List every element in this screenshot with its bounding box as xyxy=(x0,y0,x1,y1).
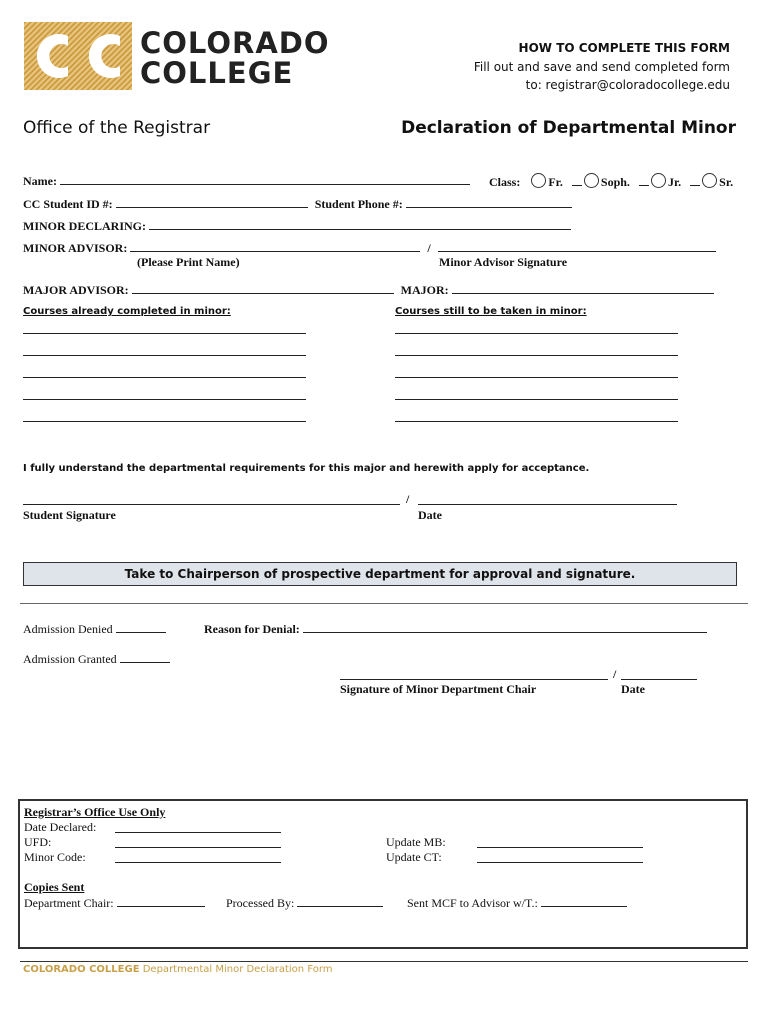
sent-mcf-label: Sent MCF to Advisor w/T.: xyxy=(407,896,538,910)
admission-granted-row xyxy=(23,651,170,667)
admission-denied-field[interactable] xyxy=(116,621,166,633)
minor-advisor-label: MINOR ADVISOR: xyxy=(23,241,128,255)
course-to-take-line-1[interactable] xyxy=(395,333,678,334)
class-soph-label: Soph. xyxy=(600,175,630,189)
ufd-field[interactable] xyxy=(115,847,281,848)
name-field[interactable] xyxy=(60,173,470,185)
acceptance-statement: I fully understand the departmental requirements for this major and herewith apply for acceptance. xyxy=(23,463,590,474)
processed-by-field[interactable] xyxy=(297,895,383,907)
section-divider xyxy=(20,603,748,604)
update-mb-field[interactable] xyxy=(477,847,643,848)
registrar-office-box xyxy=(18,799,748,949)
course-completed-line-3[interactable] xyxy=(23,377,306,378)
date-declared-label: Date Declared: xyxy=(24,820,97,834)
course-to-take-line-5[interactable] xyxy=(395,421,678,422)
minor-advisor-name-field[interactable] xyxy=(130,240,420,252)
student-id-field[interactable] xyxy=(116,196,308,208)
courses-completed-label: Courses already completed in minor: xyxy=(23,306,231,317)
brand-word-college: COLLEGE xyxy=(140,56,294,90)
minor-advisor-row xyxy=(23,240,716,256)
minor-declaring-label: MINOR DECLARING: xyxy=(23,219,146,233)
minor-advisor-signature-field[interactable] xyxy=(438,240,716,252)
signature-slash: / xyxy=(406,492,410,506)
sent-mcf-row xyxy=(407,895,627,911)
footer-text: Departmental Minor Declaration Form xyxy=(142,964,333,975)
student-id-row xyxy=(23,196,572,212)
minor-advisor-slash: / xyxy=(427,241,431,255)
chair-date-label: Date xyxy=(621,682,645,696)
admission-denied-row xyxy=(23,621,166,637)
student-id-label: CC Student ID #: xyxy=(23,197,113,211)
minor-declaring-field[interactable] xyxy=(149,218,571,230)
course-completed-line-5[interactable] xyxy=(23,421,306,422)
chair-date-field[interactable] xyxy=(621,679,697,680)
course-completed-line-1[interactable] xyxy=(23,333,306,334)
copies-sent-label: Copies Sent xyxy=(24,880,85,894)
howto-title: HOW TO COMPLETE THIS FORM xyxy=(518,41,730,55)
admission-granted-field[interactable] xyxy=(120,651,170,663)
student-phone-label: Student Phone #: xyxy=(314,197,403,211)
class-jr-label: Jr. xyxy=(667,175,682,189)
class-label: Class: xyxy=(489,175,521,189)
howto-line1: Fill out and save and send completed form xyxy=(473,60,730,74)
minor-declaring-row xyxy=(23,218,571,234)
class-fr-label: Fr. xyxy=(548,175,563,189)
courses-to-take-label: Courses still to be taken in minor: xyxy=(395,306,587,317)
brand-word-colorado: COLORADO xyxy=(140,26,330,60)
processed-by-label: Processed By: xyxy=(226,896,295,910)
date-declared-field[interactable] xyxy=(115,832,281,833)
course-to-take-line-4[interactable] xyxy=(395,399,678,400)
student-date-label: Date xyxy=(418,508,442,522)
major-field[interactable] xyxy=(452,282,714,294)
student-phone-field[interactable] xyxy=(406,196,572,208)
update-mb-label: Update MB: xyxy=(386,835,446,849)
processed-by-row xyxy=(226,895,383,911)
admission-denied-label: Admission Denied xyxy=(23,622,113,636)
reason-denial-row xyxy=(204,621,707,637)
student-date-field[interactable] xyxy=(418,504,677,505)
reason-denial-field[interactable] xyxy=(303,621,707,633)
footer-divider xyxy=(20,961,748,962)
minor-code-label: Minor Code: xyxy=(24,850,86,864)
minor-advisor-signature-label: Minor Advisor Signature xyxy=(439,255,568,269)
sent-mcf-field[interactable] xyxy=(541,895,627,907)
registrar-title: Registrar’s Office Use Only xyxy=(24,805,166,819)
course-completed-line-4[interactable] xyxy=(23,399,306,400)
footer-brand: COLORADO COLLEGE xyxy=(23,964,140,975)
admission-granted-label: Admission Granted xyxy=(23,652,117,666)
chair-signature-field[interactable] xyxy=(340,679,608,680)
cc-monogram-icon xyxy=(24,22,132,90)
chair-slash: / xyxy=(613,667,617,681)
chairperson-banner xyxy=(23,562,737,586)
student-signature-label: Student Signature xyxy=(23,508,116,522)
update-ct-label: Update CT: xyxy=(386,850,442,864)
chairperson-banner-text: Take to Chairperson of prospective department for approval and signature. xyxy=(124,567,636,581)
class-fr-radio[interactable] xyxy=(531,173,546,188)
form-title: Declaration of Departmental Minor xyxy=(401,118,736,138)
major-label: MAJOR: xyxy=(400,283,449,297)
print-name-note: (Please Print Name) xyxy=(137,255,240,269)
department-chair-row xyxy=(24,895,205,911)
name-label: Name: xyxy=(23,174,57,188)
minor-code-field[interactable] xyxy=(115,862,281,863)
reason-denial-label: Reason for Denial: xyxy=(204,622,300,636)
department-chair-label: Department Chair: xyxy=(24,896,114,910)
major-advisor-field[interactable] xyxy=(132,282,394,294)
course-to-take-line-3[interactable] xyxy=(395,377,678,378)
footer xyxy=(23,964,333,975)
class-sr-label: Sr. xyxy=(719,175,734,189)
chair-signature-label: Signature of Minor Department Chair xyxy=(340,682,537,696)
course-completed-line-2[interactable] xyxy=(23,355,306,356)
department-chair-field[interactable] xyxy=(117,895,205,907)
class-soph-radio[interactable] xyxy=(584,173,599,188)
student-signature-field[interactable] xyxy=(23,504,400,505)
name-row xyxy=(23,173,470,189)
major-advisor-row xyxy=(23,282,714,298)
class-sr-radio[interactable] xyxy=(702,173,717,188)
howto-line2: to: registrar@coloradocollege.edu xyxy=(525,78,730,92)
course-to-take-line-2[interactable] xyxy=(395,355,678,356)
class-jr-radio[interactable] xyxy=(651,173,666,188)
ufd-label: UFD: xyxy=(24,835,52,849)
college-logo xyxy=(24,22,330,90)
class-row xyxy=(489,173,733,190)
office-title: Office of the Registrar xyxy=(23,118,211,138)
major-advisor-label: MAJOR ADVISOR: xyxy=(23,283,129,297)
update-ct-field[interactable] xyxy=(477,862,643,863)
